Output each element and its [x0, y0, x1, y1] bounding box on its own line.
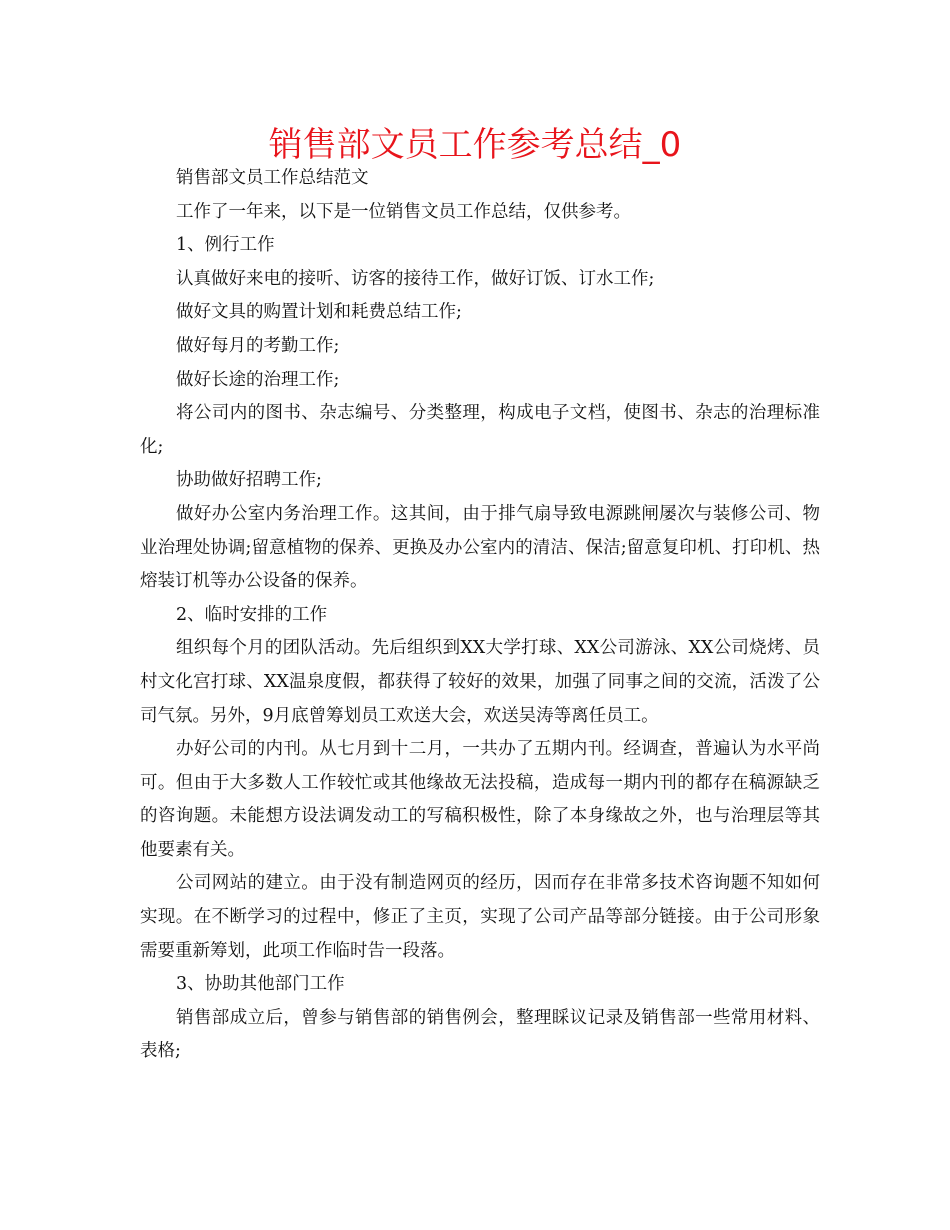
paragraph: 组织每个月的团队活动。先后组织到XX大学打球、XX公司游泳、XX公司烧烤、员村文化宫打球、XX温泉度假，都获得了较好的效果，加强了同事之间的交流，活泼了公司气氛。另外，9月底曾筹划员工欢送大会，欢送吴涛等离任员工。: [140, 638, 820, 726]
document-title: 销售部文员工作参考总结_0: [268, 125, 682, 165]
section-heading: 1、例行工作: [176, 235, 275, 256]
paragraph: 公司网站的建立。由于没有制造网页的经历，因而存在非常多技术咨询题不知如何实现。在不断学习的过程中，修正了主页，实现了公司产品等部分链接。由于公司形象需要重新筹划，此项工作临时告一段落。: [140, 873, 820, 961]
paragraph: 协助做好招聘工作;: [176, 470, 322, 491]
paragraph: 做好长途的治理工作;: [176, 369, 340, 390]
paragraph: 做好办公室内务治理工作。这其间，由于排气扇导致电源跳闸屡次与装修公司、物业治理处协调;留意植物的保养、更换及办公室内的清洁、保洁;留意复印机、打印机、热熔装订机等办公设备的保养。: [140, 503, 820, 592]
paragraph: 销售部成立后，曾参与销售部的销售例会，整理睬议记录及销售部一些常用材料、表格;: [140, 1007, 820, 1062]
document-body: [140, 162, 820, 1069]
section-heading: 2、临时安排的工作: [176, 604, 328, 625]
section-heading: 3、协助其他部门工作: [176, 974, 345, 995]
paragraph: 工作了一年来，以下是一位销售文员工作总结，仅供参考。: [176, 201, 631, 222]
paragraph: 做好每月的考勤工作;: [176, 335, 340, 356]
paragraph: 将公司内的图书、杂志编号、分类整理，构成电子文档，使图书、杂志的治理标准化;: [140, 403, 820, 457]
paragraph: 销售部文员工作总结范文: [176, 168, 369, 188]
paragraph: 认真做好来电的接听、访客的接待工作，做好订饭、订水工作;: [176, 268, 655, 289]
paragraph: 做好文具的购置计划和耗费总结工作;: [176, 302, 462, 323]
paragraph: 办好公司的内刊。从七月到十二月，一共办了五期内刊。经调查，普遍认为水平尚可。但由于大多数人工作较忙或其他缘故无法投稿，造成每一期内刊的都存在稿源缺乏的咨询题。未能想方设法调发动工的写稿积极性，除了本身缘故之外，也与治理层等其他要素有关。: [140, 739, 820, 860]
